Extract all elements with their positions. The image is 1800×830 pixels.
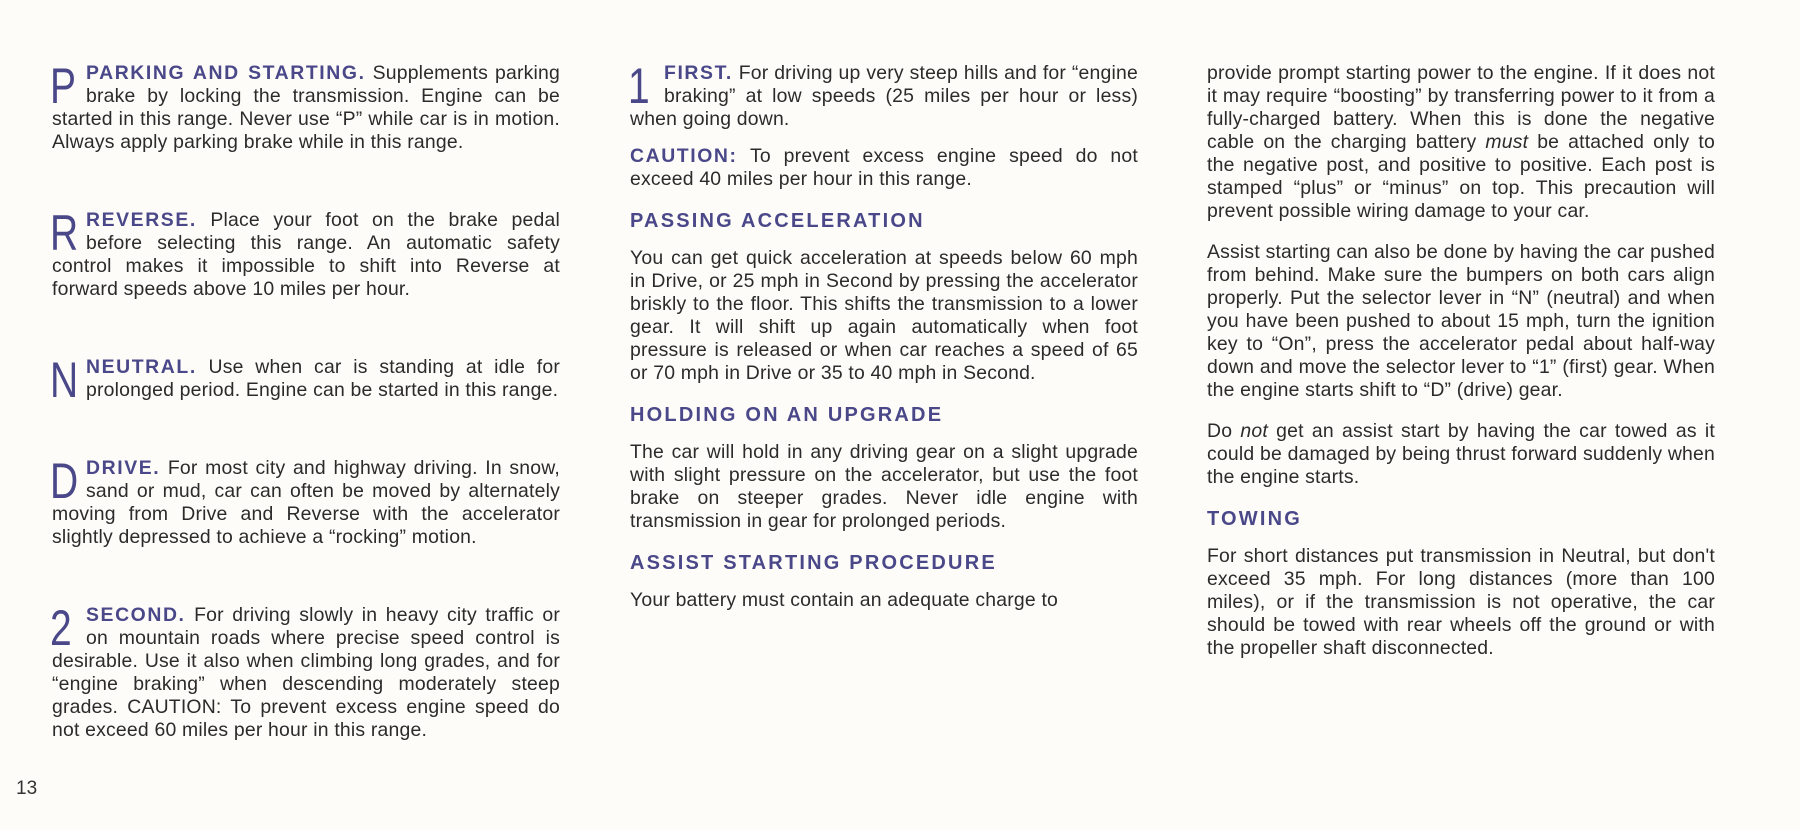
entry-neutral — [50, 352, 560, 408]
entry-text-reverse: Place your foot on the brake pedal before selecting this range. An automatic safety control makes it impossible to shift into Reverse at forward speeds above 10 miles per hour. — [52, 209, 560, 300]
no-tow-start-paragraph — [1207, 420, 1715, 489]
caution-text: To prevent excess engine speed do not exceed 40 miles per hour in this range. — [630, 145, 1138, 190]
entry-text-second: For driving slowly in heavy city traffic or on mountain roads where precise speed control is desirable. Use it also when climbing long grades, and for “engine braking” when descending moderately steep grades. CAUTION: To prevent excess engine speed do not exceed 60 miles per hour in this range. — [52, 604, 561, 741]
dropcap-r: R — [50, 205, 79, 261]
dropcap-1: 1 — [628, 58, 650, 114]
boost-text-a: provide prompt starting power to the engine. If it does not it may require “boosting” by transferring power to it from a fully-charged battery. When this is done the negative cable on the charging battery — [1207, 62, 1715, 153]
heading-passing-acceleration: PASSING ACCELERATION — [630, 210, 925, 232]
holding-text: The car will hold in any driving gear on a slight upgrade with slight pressure on the accelerator, but use the foot brake on steeper grades. Never idle engine with transmission in gear for prolonged periods. — [630, 441, 1138, 532]
boost-text-b: be attached only to the negative post, and positive to positive. Each post is stamped “plus” or “minus” on top. This precaution will prevent possible wiring damage to your car. — [1207, 131, 1715, 222]
entry-title-first: FIRST. — [664, 62, 733, 84]
column-3 — [1207, 62, 1715, 678]
dropcap-d: D — [50, 453, 79, 509]
entry-title-second: SECOND. — [86, 604, 186, 626]
entry-text-park: Supplements parking brake by locking the transmission. Engine can be started in this range. Never use “P” while car is in motion. Always apply parking brake while in this range. — [52, 62, 560, 153]
column-1 — [50, 58, 561, 797]
assist-text: Your battery must contain an adequate charge to — [630, 589, 1059, 611]
dropcap-n: N — [50, 352, 79, 408]
no-tow-text-a: Do — [1207, 420, 1233, 442]
entry-reverse — [50, 205, 560, 301]
boost-text-emphasis: must — [1485, 131, 1529, 153]
entry-text-first: For driving up very steep hills and for “engine braking” at low speeds (25 miles per hour or less) when going down. — [630, 62, 1138, 130]
push-start-paragraph: Assist starting can also be done by having the car pushed from behind. Make sure the bumpers on both cars align properly. Put the selector lever in “N” (neutral) and when you have been pushed to about 15 mph, turn the ignition key to “On”, press the accelerator pedal about half-way down and move the selector lever to “1” (first) gear. When the engine starts shift to “D” (drive) gear. — [1207, 241, 1715, 401]
entry-title-reverse: REVERSE. — [86, 209, 197, 231]
caution-label: CAUTION: — [630, 145, 738, 167]
towing-text: For short distances put transmission in Neutral, but don't exceed 35 mph. For long distances (more than 100 miles), or if the transmission is not operative, the car should be towed with rear wheels off the ground or with the propeller shaft disconnected. — [1207, 545, 1715, 659]
page-number: 13 — [16, 778, 38, 799]
entry-text-neutral: Use when car is standing at idle for prolonged period. Engine can be started in this range. — [86, 356, 560, 401]
entry-text-drive: For most city and highway driving. In snow, sand or mud, car can often be moved by alternately moving from Drive and Reverse with the accelerator slightly depressed to achieve a “rocking” motion. — [52, 457, 560, 548]
caution-paragraph — [630, 145, 1138, 191]
no-tow-text-b: get an assist start by having the car towed as it could be damaged by being thrust forward suddenly when the engine starts. — [1207, 420, 1715, 488]
passing-text: You can get quick acceleration at speeds below 60 mph in Drive, or 25 mph in Second by pressing the accelerator briskly to the floor. This shifts the transmission to a lower gear. It will shift up again automatically when foot pressure is released or when car reaches a speed of 65 or 70 mph in Drive or 35 to 40 mph in Second. — [630, 247, 1138, 384]
entry-first — [628, 58, 1138, 131]
heading-holding-upgrade: HOLDING ON AN UPGRADE — [630, 404, 944, 426]
dropcap-p: P — [50, 58, 77, 114]
heading-towing: TOWING — [1207, 508, 1303, 530]
dropcap-2: 2 — [50, 600, 72, 656]
entry-second — [50, 600, 561, 742]
no-tow-emphasis: not — [1240, 420, 1268, 442]
entry-title-park: PARKING AND STARTING. — [86, 62, 366, 84]
column-2 — [628, 58, 1138, 630]
entry-park — [50, 58, 560, 154]
heading-assist-starting: ASSIST STARTING PROCEDURE — [630, 552, 997, 574]
boost-paragraph — [1207, 62, 1715, 223]
entry-drive — [50, 453, 560, 549]
entry-title-neutral: NEUTRAL. — [86, 356, 197, 378]
entry-title-drive: DRIVE. — [86, 457, 161, 479]
